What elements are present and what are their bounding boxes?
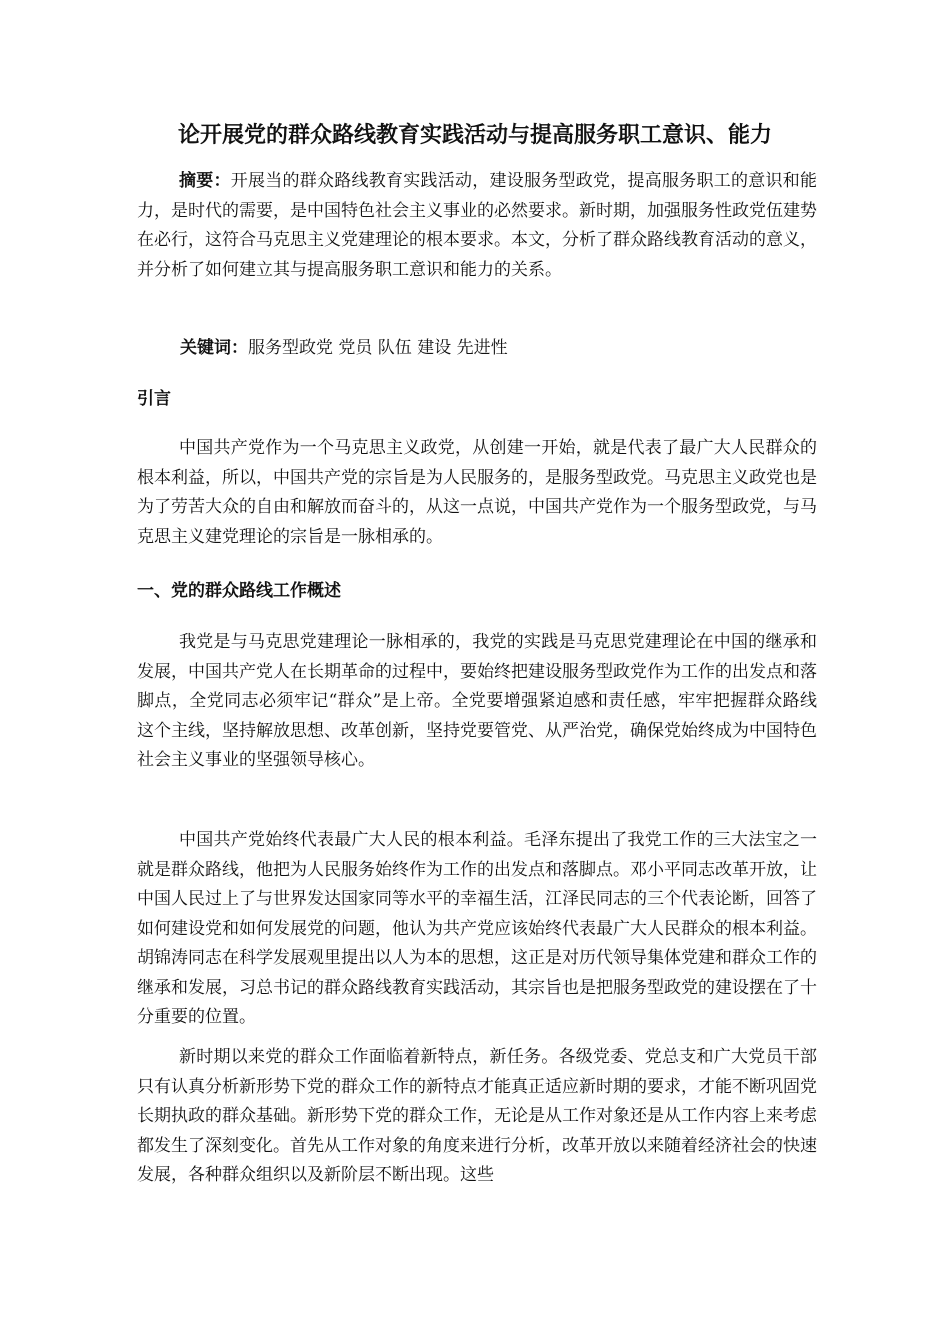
abstract-label: 摘要： xyxy=(179,171,231,191)
intro-paragraph: 中国共产党作为一个马克思主义政党，从创建一开始，就是代表了最广大人民群众的根本利益，所以，中国共产党的宗旨是为人民服务的，是服务型政党。马克思主义政党也是为了劳苦大众的自由和解放而奋斗的，从这一点说，中国共产党作为一个服务型政党，与马克思主义建党理论的宗旨是一脉相承的。 xyxy=(137,438,817,547)
keywords-text: 服务型政党 党员 队伍 建设 先进性 xyxy=(248,338,508,358)
section1-paragraph-1: 我党是与马克思党建理论一脉相承的，我党的实践是马克思党建理论在中国的继承和发展，中国共产党人在长期革命的过程中，要始终把建设服务型政党作为工作的出发点和落脚点，全党同志必须牢记“群众”是上帝。全党要增强紧迫感和责任感，牢牢把握群众路线这个主线，坚持解放思想、改革创新，坚持党要管党、从严治党，确保党始终成为中国特色社会主义事业的坚强领导核心。 xyxy=(137,632,817,770)
section1-paragraph-3: 新时期以来党的群众工作面临着新特点，新任务。各级党委、党总支和广大党员干部只有认真分析新形势下党的群众工作的新特点才能真正适应新时期的要求，才能不断巩固党长期执政的群众基础。新形势下党的群众工作，无论是从工作对象还是从工作内容上来考虑都发生了深刻变化。首先从工作对象的角度来进行分析，改革开放以来随着经济社会的快速发展，各种群众组织以及新阶层不断出现。这些 xyxy=(137,1047,817,1185)
keywords-line xyxy=(180,334,508,364)
section1-heading: 一、党的群众路线工作概述 xyxy=(137,581,341,601)
intro-heading: 引言 xyxy=(137,389,171,409)
abstract-paragraph xyxy=(137,167,817,285)
abstract-text: 开展当的群众路线教育实践活动，建设服务型政党，提高服务职工的意识和能力，是时代的需要，是中国特色社会主义事业的必然要求。新时期，加强服务性政党伍建势在必行，这符合马克思主义党建理论的根本要求。本文，分析了群众路线教育活动的意义，并分析了如何建立其与提高服务职工意识和能力的关系。 xyxy=(137,171,817,280)
keywords-label: 关键词： xyxy=(180,338,248,358)
section1-paragraph-2: 中国共产党始终代表最广大人民的根本利益。毛泽东提出了我党工作的三大法宝之一就是群众路线，他把为人民服务始终作为工作的出发点和落脚点。邓小平同志改革开放，让中国人民过上了与世界发达国家同等水平的幸福生活，江泽民同志的三个代表论断，回答了如何建设党和如何发展党的问题，他认为共产党应该始终代表最广大人民群众的根本利益。胡锦涛同志在科学发展观里提出以人为本的思想，这正是对历代领导集体党建和群众工作的继承和发展，习总书记的群众路线教育实践活动，其宗旨也是把服务型政党的建设摆在了十分重要的位置。 xyxy=(137,830,817,1027)
document-title: 论开展党的群众路线教育实践活动与提高服务职工意识、能力 xyxy=(177,123,772,148)
